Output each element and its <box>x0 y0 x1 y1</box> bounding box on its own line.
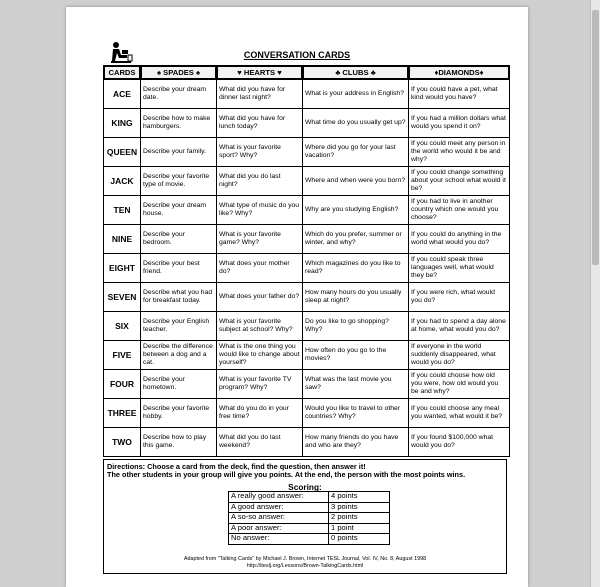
clubs-question: Would you like to travel to other countries? Why? <box>303 399 409 428</box>
hearts-question: What do you do in your free time? <box>217 399 303 428</box>
directions-box <box>103 459 507 574</box>
table-row <box>229 523 390 534</box>
clubs-question: How often do you go to the movies? <box>303 341 409 370</box>
spades-question: Describe your dream date. <box>141 80 217 109</box>
scoring-answer: No answer: <box>229 534 329 545</box>
hearts-question: What did you do last weekend? <box>217 428 303 457</box>
hearts-question: What is your favorite subject at school? Why? <box>217 312 303 341</box>
spades-question: Describe your favorite type of movie. <box>141 167 217 196</box>
scoring-answer: A poor answer: <box>229 523 329 534</box>
card-rank: EIGHT <box>104 254 141 283</box>
table-row <box>104 254 510 283</box>
spades-question: Describe your best friend. <box>141 254 217 283</box>
document-page <box>66 7 528 587</box>
diamonds-question: If you could choose any meal you wanted, what would it be? <box>409 399 510 428</box>
card-rank: FOUR <box>104 370 141 399</box>
hearts-question: What does your mother do? <box>217 254 303 283</box>
scoring-points: 2 points <box>329 513 390 524</box>
card-rank: TEN <box>104 196 141 225</box>
clubs-question: How many friends do you have and who are they? <box>303 428 409 457</box>
diamonds-question: If you had to spend a day alone at home, what would you do? <box>409 312 510 341</box>
card-rank: ACE <box>104 80 141 109</box>
scoring-points: 3 points <box>329 502 390 513</box>
spades-question: Describe the difference between a dog and a cat. <box>141 341 217 370</box>
table-row <box>229 492 390 503</box>
spade-icon: ♠ <box>195 68 200 77</box>
club-icon: ♣ <box>335 68 341 77</box>
spades-question: Describe your dream house. <box>141 196 217 225</box>
clubs-question: Where did you go for your last vacation? <box>303 138 409 167</box>
club-icon: ♣ <box>370 68 376 77</box>
scoring-points: 1 point <box>329 523 390 534</box>
hearts-question: What does your father do? <box>217 283 303 312</box>
vertical-scrollbar[interactable] <box>590 0 600 587</box>
table-row <box>104 109 510 138</box>
table-row <box>104 138 510 167</box>
card-rank: FIVE <box>104 341 141 370</box>
table-row <box>104 428 510 457</box>
table-row <box>229 513 390 524</box>
hearts-question: What did you have for dinner last night? <box>217 80 303 109</box>
credit-citation: Adapted from "Talking Cards" by Michael J. Brown, Internet TESL Journal, Vol. IV, No. 8, August 1998 <box>183 556 427 562</box>
table-row <box>104 283 510 312</box>
diamond-icon: ♦ <box>479 68 484 77</box>
header-cards: CARDS <box>104 66 141 80</box>
header-spades: ♠ SPADES ♠ <box>141 66 217 80</box>
heart-icon: ♥ <box>237 68 242 77</box>
hearts-question: What did you do last night? <box>217 167 303 196</box>
diamonds-question: If everyone in the world suddenly disappeared, what would you do? <box>409 341 510 370</box>
directions-line-1: Directions: Choose a card from the deck, find the question, then answer it! <box>107 462 366 471</box>
header-hearts: ♥ HEARTS ♥ <box>217 66 303 80</box>
card-rank: THREE <box>104 399 141 428</box>
diamonds-question: If you had to live in another country which one would you choose? <box>409 196 510 225</box>
table-row <box>229 502 390 513</box>
scoring-title: Scoring: <box>288 482 322 492</box>
diamonds-question: If you had a million dollars what would you spend it on? <box>409 109 510 138</box>
directions-text <box>107 463 503 480</box>
table-header-row <box>104 66 510 80</box>
header-diamonds: ♦DIAMONDS♦ <box>409 66 510 80</box>
table-row <box>104 312 510 341</box>
diamond-icon: ♦ <box>434 68 439 77</box>
scrollbar-thumb[interactable] <box>592 10 599 265</box>
page-title: CONVERSATION CARDS <box>243 50 351 60</box>
scoring-answer: A so-so answer: <box>229 513 329 524</box>
diamonds-question: If you could have a pet, what kind would you have? <box>409 80 510 109</box>
clubs-question: Do you like to go shopping? Why? <box>303 312 409 341</box>
diamonds-question: If you could meet any person in the world who would it be and why? <box>409 138 510 167</box>
diamonds-question: If you were rich, what would you do? <box>409 283 510 312</box>
table-row <box>229 534 390 545</box>
card-rank: KING <box>104 109 141 138</box>
diamonds-question: If you could choose how old you were, how old would you be and why? <box>409 370 510 399</box>
clubs-question: What is your address in English? <box>303 80 409 109</box>
scoring-answer: A really good answer: <box>229 492 329 503</box>
card-rank: NINE <box>104 225 141 254</box>
hearts-question: What is your favorite sport? Why? <box>217 138 303 167</box>
scoring-table <box>228 491 390 545</box>
spades-question: Describe your English teacher. <box>141 312 217 341</box>
hearts-question: What did you have for lunch today? <box>217 109 303 138</box>
directions-line-2: The other students in your group will give you points. At the end, the person with the most points wins. <box>107 470 466 480</box>
source-credit <box>104 556 506 569</box>
diamonds-question: If you could speak three languages well, what would they be? <box>409 254 510 283</box>
table-row <box>104 341 510 370</box>
diamonds-question: If you could change something about your school what would it be? <box>409 167 510 196</box>
diamonds-question: If you could do anything in the world what would you do? <box>409 225 510 254</box>
table-row <box>104 225 510 254</box>
spade-icon: ♠ <box>156 68 162 77</box>
hearts-question: What type of music do you like? Why? <box>217 196 303 225</box>
spades-question: Describe your hometown. <box>141 370 217 399</box>
clubs-question: Where and when were you born? <box>303 167 409 196</box>
clubs-question: What time do you usually get up? <box>303 109 409 138</box>
spades-question: Describe how to play this game. <box>141 428 217 457</box>
hearts-question: What is the one thing you would like to change about yourself? <box>217 341 303 370</box>
spades-question: Describe what you had for breakfast today. <box>141 283 217 312</box>
credit-url[interactable]: http://iteslj.org/Lessons/Brown-TalkingCards.html <box>246 562 364 569</box>
clubs-question: Which do you prefer, summer or winter, and why? <box>303 225 409 254</box>
header-clubs: ♣ CLUBS ♣ <box>303 66 409 80</box>
table-row <box>104 370 510 399</box>
clubs-question: Why are you studying English? <box>303 196 409 225</box>
clubs-question: Which magazines do you like to read? <box>303 254 409 283</box>
card-rank: TWO <box>104 428 141 457</box>
scoring-answer: A good answer: <box>229 502 329 513</box>
hearts-question: What is your favorite TV program? Why? <box>217 370 303 399</box>
scoring-points: 0 points <box>329 534 390 545</box>
hearts-question: What is your favorite game? Why? <box>217 225 303 254</box>
heart-icon: ♥ <box>277 68 282 77</box>
spades-question: Describe how to make hamburgers. <box>141 109 217 138</box>
table-row <box>104 196 510 225</box>
spades-question: Describe your favorite hobby. <box>141 399 217 428</box>
spades-question: Describe your family. <box>141 138 217 167</box>
clubs-question: How many hours do you usually sleep at night? <box>303 283 409 312</box>
diamonds-question: If you found $100,000 what would you do? <box>409 428 510 457</box>
card-rank: QUEEN <box>104 138 141 167</box>
spades-question: Describe your bedroom. <box>141 225 217 254</box>
clubs-question: What was the last movie you saw? <box>303 370 409 399</box>
scoring-points: 4 points <box>329 492 390 503</box>
conversation-cards-table <box>103 65 510 457</box>
table-row <box>104 80 510 109</box>
card-rank: JACK <box>104 167 141 196</box>
card-rank: SIX <box>104 312 141 341</box>
table-row <box>104 399 510 428</box>
card-rank: SEVEN <box>104 283 141 312</box>
table-row <box>104 167 510 196</box>
